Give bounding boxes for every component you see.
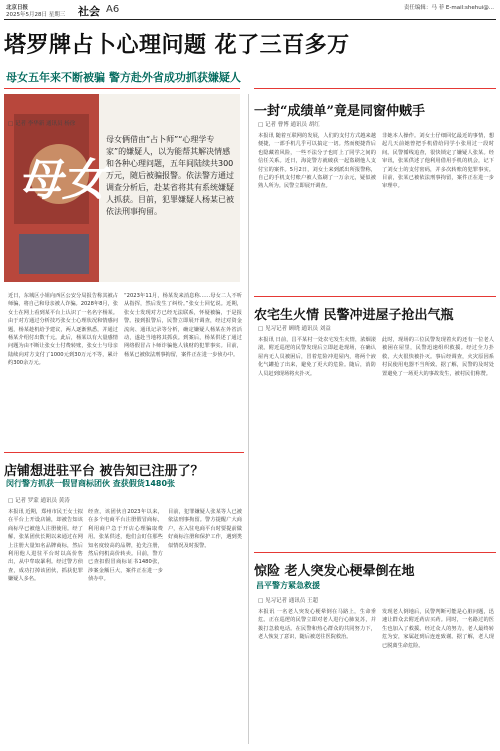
- article3-col3: 目前，犯罪嫌疑人张某等人已被依法刑事拘留。警方提醒广大商户，在入驻电商平台时要提前做好商标注册和保护工作，遇到类似情况及时报警。: [168, 509, 242, 549]
- illustration-caption: 母女: [18, 155, 106, 206]
- article1-col2: “2023年11月，杨某发来消息称……母女二人不听从指挥，然后发生了纠纷。”张女士回忆说。近期，张女士发现对方已经无法联系，怀疑被骗，于是报警。接到报警后，民警立即展开调查，经过对资金流向、通讯记录等分析，确定嫌疑人杨某在外省活动，遂赴当地将其抓获。到案后，杨某供述了通过网络假冒占卜师诈骗他人钱财的犯罪事实。目前，杨某已被依法刑事拘留，案件正在进一步侦办中。: [124, 293, 242, 358]
- article2-byline: □ 记者 曹博 通讯员 胡红: [258, 122, 320, 128]
- article1-lead: 母女俩借由“占卜师”“心理学专家”的嫌疑人，以为能帮其解决情感和各种心理问题，五年间陆续共300万元，随后被骗报警。依法警方通过调查分析后，赴某省将其有系统嫌疑人抓获。目前，犯罪嫌疑人杨某已被依法刑事拘留。: [106, 135, 234, 216]
- article5-subtitle: 昌平警方紧急救援: [256, 581, 320, 590]
- page-number: A6: [106, 4, 120, 15]
- article4-title: 农宅生火情 民警冲进屋子抢出气瓶: [254, 308, 454, 323]
- article2-title: 一封“成绩单”竟是同窗仲贼手: [254, 104, 425, 119]
- article4-col1: 本报讯 日前，昌平某村一处农宅发生火情，浓烟滚滚。附近巡逻的民警发现后立即赶赴现场，在确认屋内无人员被困后，冒着危险冲进屋内，将两个液化气罐抢了出来，避免了更大的危险。随后，消防人员赶到现场将火扑灭。: [258, 337, 376, 377]
- issue-date: 2025年5月28日 星期三: [6, 12, 66, 18]
- article3-byline: □ 记者 罗蒙 通讯员 黄涛: [8, 498, 70, 504]
- article1-byline: □ 记者 李华新 通讯员 杨徐: [8, 121, 76, 127]
- article3-col2: 经查，该团伙自2023年以来，在多个电商平台注册假冒商标，利用商户急于开店心理骗取费用。张某供述，他们会盯住那些知名度较高的品牌，抢先注册，然后伺机高价转卖。目前，警方已查扣假冒商标证书1480张，涉案金额巨大，案件正在进一步侦办中。: [88, 509, 163, 583]
- article5-col1: 本报讯 一名老人突发心梗晕倒在马路上，生命垂危。正在巡逻的民警立即对老人进行心肺复苏，并拨打急救电话。在民警和热心群众的共同努力下，老人恢复了意识，随后被送往医院救治。: [258, 609, 376, 641]
- article3-title: 店铺想进驻平台 被告知已注册了？: [4, 464, 204, 479]
- article3-rule: [4, 452, 244, 453]
- article2-col2: 非她本人操作。刘女士仔细回忆最近的事情，想起几天前她曾把手机借给同学小张用过一段时间。民警循线追查，很快锁定了嫌疑人张某。经审讯，张某供述了他利用借用手机的机会，记下了刘女士的支付密码，并多次转账的犯罪事实。目前，张某已被依法刑事拘留，案件正在进一步审理中。: [382, 133, 494, 190]
- editor-info: 责任编辑：马 菲 E-mail:shehui@...: [403, 5, 494, 11]
- article1-col1: 近日，东城区小姐向西区公安分局报告称其被占师骗，将自己和母亲被人诈骗。2028年8月，张女士在网上看到某平台上认识了一名名字杨某。由于对方通过分析技巧张女士心理状况和情感问题，杨某趁机给予建议，两人逐渐熟悉，并通过杨某介绍付出数千元。此后，杨某以有大量感情问题为由不断让张女士付费转账，张女士与母亲陆续向对方支付了1000元到30万元不等，累计约300余万元。: [8, 293, 118, 367]
- article5-col2: 发现老人倒地后，民警判断可能是心脏问题，迅速让群众去附近药店买药。同时，一名路过的医生也加入了救援。经过众人的努力，老人最终转危为安，家属赶到后连连致谢。据了解，老人现已脱离生命危险。: [382, 609, 494, 649]
- masthead-left: [6, 5, 65, 19]
- main-headline: 塔罗牌占卜心理问题 花了三百多万: [4, 32, 350, 58]
- article5-byline: □ 见习记者 通讯员 王超: [258, 598, 318, 604]
- article2-col1: 本报讯 随着互联网的发展，人们的支付方式越来越便捷，一部手机几乎可以搞定一切。然而便捷背后也隐藏着风险，一些不法分子也盯上了同学之间的信任关系。近日，海淀警方就破获一起盗刷他人支付宝的案件。5月2日，刘女士来到派出所报警称，自己的手机支付账户被人盗刷了一万余元，疑似被熟人所为。民警立即展开调查。: [258, 133, 376, 190]
- article3-col1: 本报讯 近期，郑州市民王女士拟在平台上开设店铺，却被告知该商标早已被他人注册使用。经了解，张某团伙长期以来通过在网上注册大量知名品牌商标，然后利用他人进驻平台时以高价售出，从中牟取暴利。经过警方侦查，成功打掉该团伙，抓获犯罪嫌疑人多名。: [8, 509, 83, 583]
- section-name: 社会: [78, 5, 100, 18]
- article2-rule: [254, 88, 496, 89]
- article4-col2: 此时，现场的三位民警发现着火的还有一位老人被困在屋里，民警迅速组织救援。经过全力扑救，大火很快被扑灭。事后经调查，火灾原因系村民使用电器不当所致。据了解，民警的及时处置避免了一场更大的事故发生，被村民们称赞。: [382, 337, 494, 377]
- article3-subtitle: 闵行警方抓获一假冒商标团伙 查获假货1480张: [6, 479, 176, 488]
- article4-byline: □ 见习记者 顾晓 通讯员 刘益: [258, 326, 331, 332]
- column-divider: [248, 94, 249, 744]
- article5-rule: [254, 552, 496, 553]
- header-rule: [4, 19, 496, 20]
- article4-rule: [254, 296, 496, 297]
- paper-name: 北京日报: [6, 5, 29, 11]
- article5-title: 惊险 老人突发心梗晕倒在地: [254, 564, 415, 579]
- headline-rule: [4, 88, 240, 89]
- main-subheadline: 母女五年来不断被骗 警方赴外省成功抓获嫌疑人: [6, 71, 241, 84]
